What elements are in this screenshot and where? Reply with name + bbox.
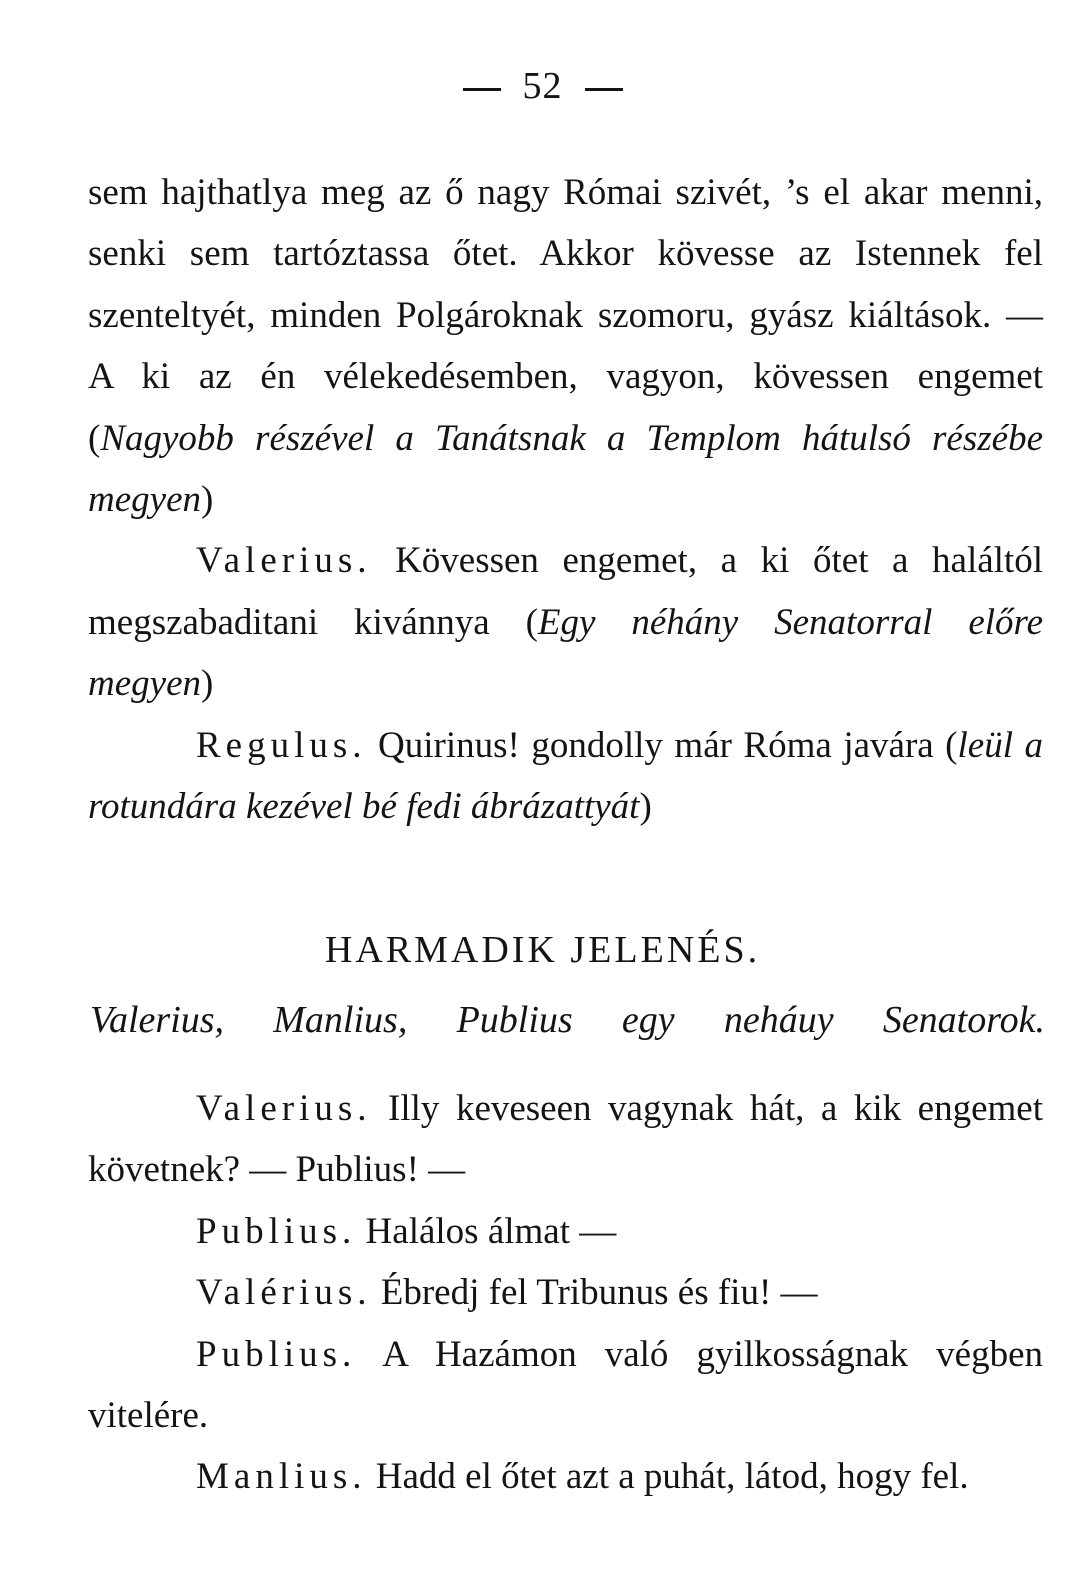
stage-direction: Nagyobb részével a Tanátsnak a Templom hátulsó részébe megyen bbox=[88, 417, 1043, 521]
dialogue-text: Halálos álmat — bbox=[356, 1210, 617, 1252]
paragraph bbox=[88, 1324, 1043, 1447]
header-dash-right bbox=[585, 88, 623, 91]
paragraph bbox=[88, 530, 1043, 714]
speaker-name: Publius. bbox=[196, 1210, 357, 1252]
dialogue-text: ) bbox=[201, 663, 214, 705]
speaker-name: Publius. bbox=[196, 1333, 357, 1375]
cast-line: Valerius, Manlius, Publius egy neháuy Senatorok. bbox=[90, 999, 1045, 1041]
dialogue-text: Hadd el őtet azt a puhát, látod, hogy fel. bbox=[366, 1456, 969, 1498]
paragraph bbox=[88, 162, 1043, 530]
paragraph bbox=[88, 1262, 1043, 1323]
dialogue-text: ) bbox=[201, 479, 214, 521]
dialogue-text: Quirinus! gondolly már Róma javára ( bbox=[366, 724, 958, 766]
stage-direction: Egy néhány Senatorral előre megyen bbox=[88, 601, 1043, 705]
stage-direction: leül a rotundára kezével bé fedi ábrázattyát bbox=[88, 724, 1043, 828]
speaker-name: Regulus. bbox=[196, 724, 367, 766]
passage-first bbox=[88, 162, 1043, 837]
speaker-name: Manlius. bbox=[196, 1456, 367, 1498]
passage-second bbox=[88, 1078, 1043, 1508]
dialogue-text: Ébredj fel Tribunus és fiu! — bbox=[371, 1272, 818, 1314]
scene-title: HARMADIK JELENÉS. bbox=[324, 929, 761, 971]
paragraph bbox=[88, 715, 1043, 838]
dialogue-text: Kövessen engemet, a ki őtet a haláltól megszabaditani kivánnya ( bbox=[88, 540, 1043, 643]
paragraph bbox=[88, 1446, 1043, 1507]
speaker-name: Valérius. bbox=[196, 1272, 372, 1314]
dialogue-text: Illy keveseen vagynak hát, a kik engemet követnek? — Publius! — bbox=[88, 1088, 1043, 1191]
dialogue-text: ) bbox=[639, 786, 652, 828]
dialogue-text: sem hajthatlya meg az ő nagy Római szivét, ’s el akar menni, senki sem tartóztassa őtet. Akkor kövesse az Istennek fel szenteltyét, minden Polgároknak szomoru, gyász kiáltások. — A ki az én vélekedésemben, vagyon, kövessen engemet ( bbox=[88, 172, 1043, 459]
dialogue-text: A Hazámon való gyilkosságnak végben vitelére. bbox=[88, 1333, 1043, 1437]
page-number: 52 bbox=[522, 65, 563, 107]
paragraph bbox=[88, 1078, 1043, 1201]
speaker-name: Valerius. bbox=[196, 1088, 372, 1129]
page-header bbox=[0, 64, 1085, 108]
paragraph bbox=[88, 1201, 1043, 1262]
header-dash-left bbox=[463, 88, 501, 91]
speaker-name: Valerius. bbox=[196, 540, 372, 582]
